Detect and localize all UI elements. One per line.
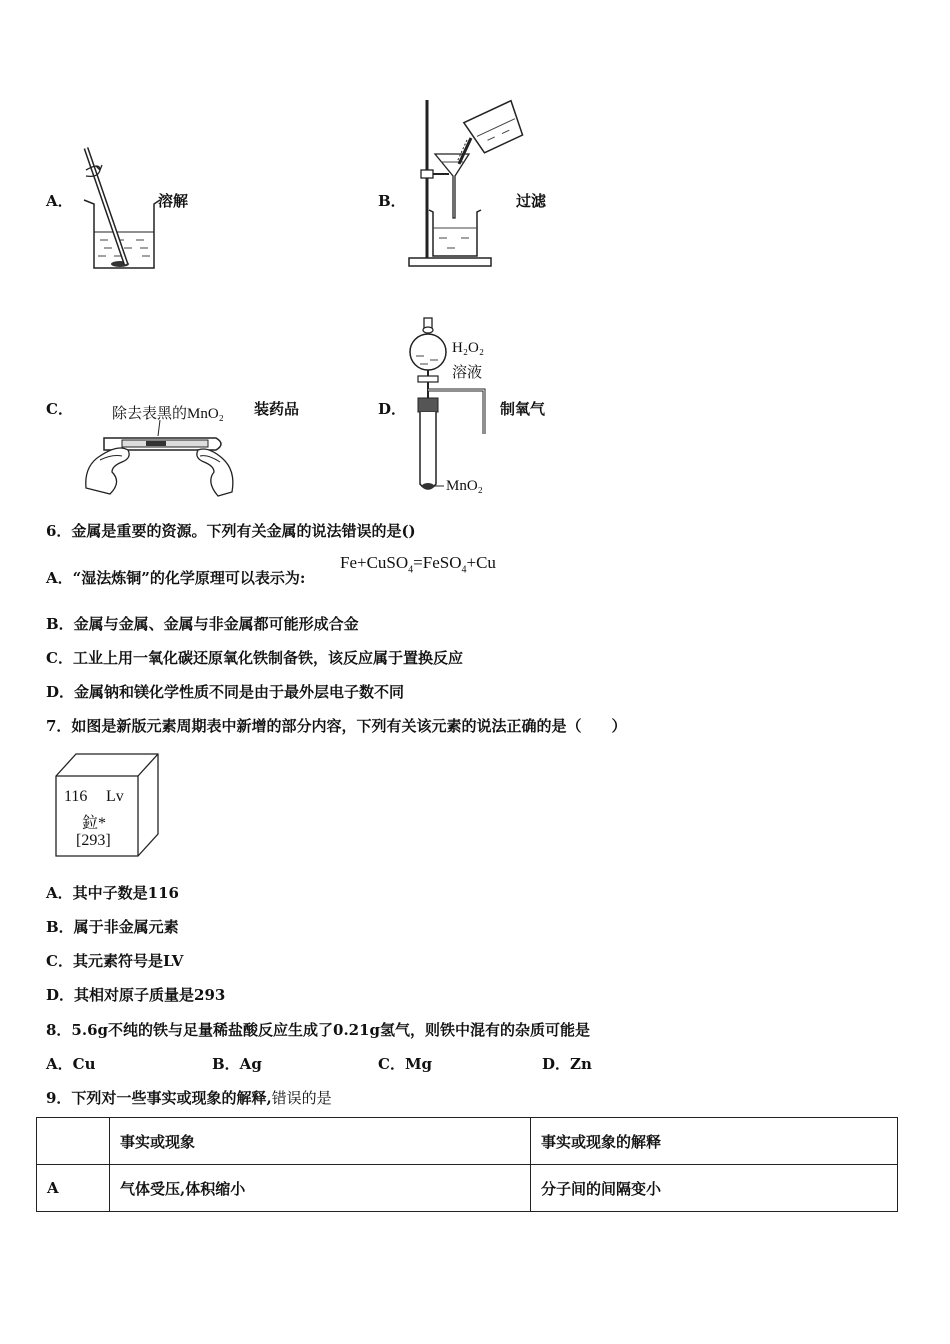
element-number: 116 — [64, 788, 88, 805]
dissolve-figure — [76, 142, 162, 274]
q7-option-b: B．属于非金属元素 — [46, 918, 179, 936]
q6-option-d: D．金属钠和镁化学性质不同是由于最外层电子数不同 — [46, 683, 405, 701]
option-c-caption: 装药品 — [254, 400, 300, 418]
q7-option-d: D．其相对原子质量是293 — [46, 986, 226, 1004]
option-c-letter: C． — [46, 400, 73, 418]
table-header-row — [37, 1118, 898, 1165]
table-cell: A — [37, 1165, 110, 1212]
element-name: 鉝* — [82, 815, 107, 832]
table-header-cell: 事实或现象 — [110, 1118, 531, 1165]
q8-option-d: D．Zn — [542, 1055, 592, 1073]
q7-stem: 7．如图是新版元素周期表中新增的部分内容，下列有关该元素的说法正确的是（ ） — [46, 717, 627, 735]
option-d-label-solution: 溶液 — [452, 365, 483, 381]
q6-option-c: C．工业上用一氧化碳还原氧化铁制备铁，该反应属于置换反应 — [46, 649, 463, 667]
table-row — [37, 1165, 898, 1212]
q9-table — [36, 1117, 898, 1212]
q8-option-a: A．Cu — [46, 1055, 96, 1073]
q7-option-a: A．其中子数是116 — [46, 884, 179, 902]
q8-option-b: B．Ag — [212, 1055, 262, 1073]
option-b-letter: B． — [378, 192, 406, 210]
option-d-letter: D． — [378, 400, 407, 418]
q8-stem: 8．5.6g不纯的铁与足量稀盐酸反应生成了0.21g氢气，则铁中混有的杂质可能是 — [46, 1021, 591, 1039]
option-a-letter: A． — [46, 192, 73, 210]
option-d-label-mno2: MnO₂ — [446, 478, 483, 494]
element-mass: [293] — [76, 832, 111, 849]
q6-option-b: B．金属与金属、金属与非金属都可能形成合金 — [46, 615, 359, 633]
element-symbol: Lv — [106, 788, 124, 805]
table-cell: 分子间的间隔变小 — [531, 1165, 898, 1212]
table-cell: 气体受压,体积缩小 — [110, 1165, 531, 1212]
option-d-caption: 制氧气 — [500, 400, 546, 418]
q6-stem: 6．金属是重要的资源。下列有关金属的说法错误的是() — [46, 522, 416, 540]
load-reagent-figure — [82, 420, 238, 500]
table-header-cell: 事实或现象的解释 — [531, 1118, 898, 1165]
option-c-figure-label: 除去表黑的MnO₂ — [112, 406, 224, 422]
option-b-caption: 过滤 — [516, 192, 547, 210]
q9-stem: 9．下列对一些事实或现象的解释,错误的是 — [46, 1089, 332, 1107]
q6-option-a: A．“湿法炼铜”的化学原理可以表示为: — [46, 569, 306, 587]
filtration-figure — [405, 98, 525, 270]
q7-option-c: C．其元素符号是LV — [46, 952, 184, 970]
q6-formula: Fe+CuSO$_4$=FeSO$_4$+Cu — [340, 553, 496, 576]
q8-option-c: C．Mg — [378, 1055, 433, 1073]
option-d-label-h2o2: H₂O₂ — [452, 340, 485, 356]
table-header-cell — [37, 1118, 110, 1165]
option-a-caption: 溶解 — [158, 192, 189, 210]
